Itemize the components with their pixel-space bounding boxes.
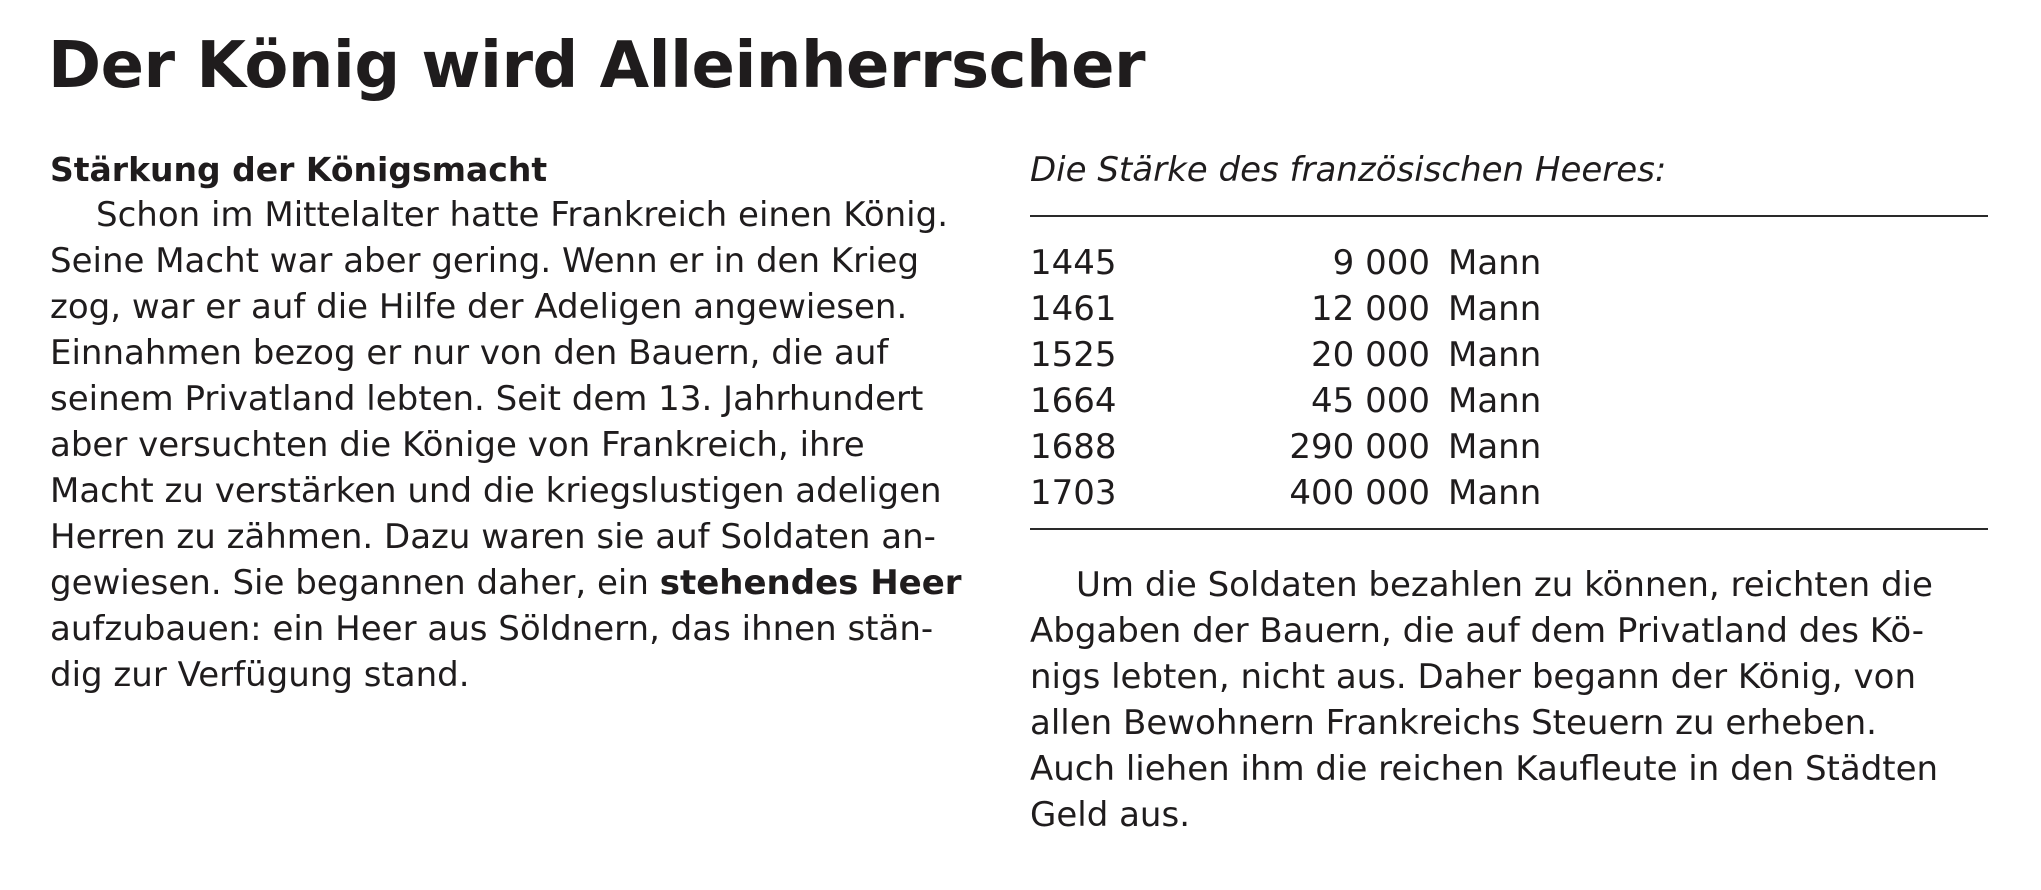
value-cell: 20 000 [1311, 335, 1430, 375]
table-caption: Die Stärke des französischen Heeres: [1030, 150, 1667, 190]
value-cell: 12 000 [1311, 289, 1430, 329]
section-heading: Stärkung der Königsmacht [50, 150, 548, 189]
paragraph-line: zog, war er auf die Hilfe der Adeligen angewiesen. [50, 287, 908, 327]
paragraph-line: Abgaben der Bauern, die auf dem Privatland des Kö- [1030, 611, 1925, 651]
paragraph-line: Macht zu verstärken und die kriegslustigen adeligen [50, 471, 942, 511]
paragraph-line: Geld aus. [1030, 795, 1191, 835]
right-column [1030, 148, 1990, 192]
unit-cell: Mann [1448, 473, 1542, 513]
left-column [50, 148, 1010, 698]
table-row [1030, 286, 1630, 332]
unit-cell: Mann [1448, 427, 1542, 467]
unit-cell: Mann [1448, 289, 1542, 329]
value-cell: 9 000 [1332, 243, 1430, 283]
table-row [1030, 378, 1630, 424]
paragraph-line: seinem Privatland lebten. Seit dem 13. Jahrhundert [50, 379, 924, 419]
year-cell: 1703 [1030, 473, 1117, 513]
value-cell: 45 000 [1311, 381, 1430, 421]
unit-cell: Mann [1448, 335, 1542, 375]
year-cell: 1688 [1030, 427, 1117, 467]
paragraph-line: Um die Soldaten bezahlen zu können, reichten die [1076, 565, 1933, 605]
paragraph-line: allen Bewohnern Frankreichs Steuern zu erheben. [1030, 703, 1877, 743]
paragraph-line: Herren zu zähmen. Dazu waren sie auf Soldaten an- [50, 517, 936, 557]
table-row [1030, 470, 1630, 516]
paragraph-line: Seine Macht war aber gering. Wenn er in den Krieg [50, 241, 920, 281]
paragraph-line: Schon im Mittelalter hatte Frankreich einen König. [96, 195, 949, 235]
paragraph-text: gewiesen. Sie begannen daher, ein [50, 563, 660, 603]
table-row [1030, 424, 1630, 470]
year-cell: 1525 [1030, 335, 1117, 375]
army-strength-table [1030, 240, 1630, 516]
year-cell: 1664 [1030, 381, 1117, 421]
year-cell: 1461 [1030, 289, 1117, 329]
table-row [1030, 332, 1630, 378]
right-paragraph [1030, 562, 1990, 838]
table-row [1030, 240, 1630, 286]
table-top-rule [1030, 215, 1988, 217]
body-paragraph [50, 192, 1010, 698]
paragraph-line: nigs lebten, nicht aus. Daher begann der König, von [1030, 657, 1916, 697]
paragraph-line: Einnahmen bezog er nur von den Bauern, die auf [50, 333, 889, 373]
value-cell: 290 000 [1289, 427, 1430, 467]
emphasis-term: stehendes Heer [659, 563, 962, 603]
year-cell: 1445 [1030, 243, 1117, 283]
page-title: Der König wird Alleinherrscher [48, 29, 1146, 103]
table-bottom-rule [1030, 528, 1988, 530]
paragraph-line: dig zur Verfügung stand. [50, 655, 470, 695]
paragraph-line: aufzubauen: ein Heer aus Söldnern, das ihnen stän- [50, 609, 934, 649]
unit-cell: Mann [1448, 381, 1542, 421]
paragraph-line: aber versuchten die Könige von Frankreich, ihre [50, 425, 865, 465]
paragraph-line: Auch liehen ihm die reichen Kaufleute in den Städten [1030, 749, 1939, 789]
paragraph-line [50, 560, 1010, 606]
unit-cell: Mann [1448, 243, 1542, 283]
value-cell: 400 000 [1289, 473, 1430, 513]
